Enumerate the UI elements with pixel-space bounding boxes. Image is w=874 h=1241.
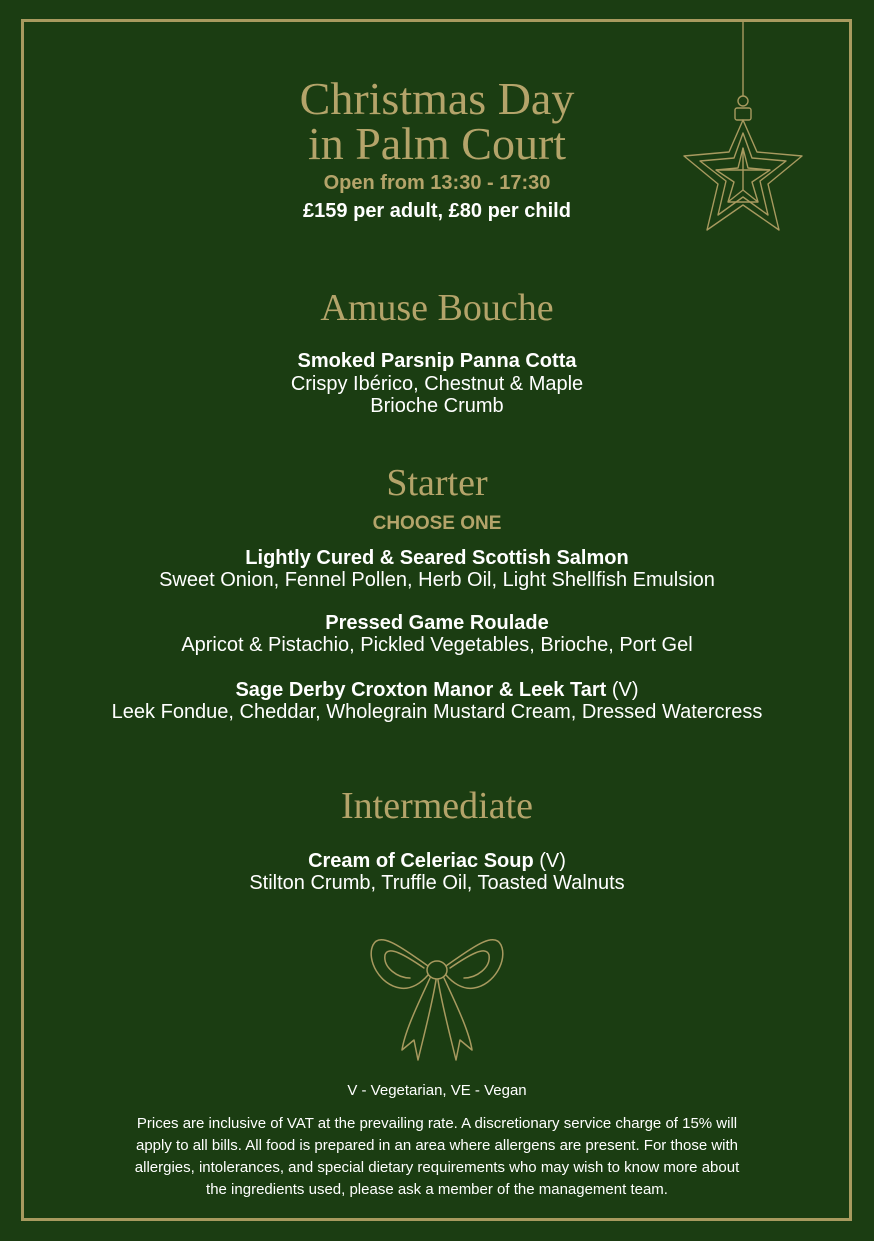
disclaimer (60, 1113, 814, 1201)
dish-description: Apricot & Pistachio, Pickled Vegetables, Brioche, Port Gel (181, 634, 693, 656)
title-line-2: in Palm Court (307, 118, 567, 169)
dish-name: Smoked Parsnip Panna Cotta (297, 350, 577, 372)
section-heading-intermediate: Intermediate (340, 785, 533, 827)
disclaimer-line: apply to all bills. All food is prepared in an area where allergens are present. For those with (136, 1137, 738, 1154)
dish-description: Brioche Crumb (370, 395, 504, 417)
dish-description: Stilton Crumb, Truffle Oil, Toasted Walnuts (249, 872, 625, 894)
section-heading-amuse: Amuse Bouche (320, 287, 554, 329)
dish-name: Cream of Celeriac Soup (V) (308, 850, 566, 872)
disclaimer-line: allergies, intolerances, and special dietary requirements who may wish to know more about (134, 1159, 740, 1176)
disclaimer-line: Prices are inclusive of VAT at the prevailing rate. A discretionary service charge of 15% will (136, 1115, 738, 1132)
dish-name: Sage Derby Croxton Manor & Leek Tart (V) (235, 679, 639, 701)
disclaimer-line: the ingredients used, please ask a member of the management team. (206, 1181, 668, 1198)
choose-one-label: CHOOSE ONE (372, 513, 502, 534)
opening-hours: Open from 13:30 - 17:30 (323, 172, 551, 194)
dish-description: Sweet Onion, Fennel Pollen, Herb Oil, Light Shellfish Emulsion (159, 569, 715, 591)
section-heading-starter: Starter (386, 462, 488, 504)
dish-description: Leek Fondue, Cheddar, Wholegrain Mustard Cream, Dressed Watercress (111, 701, 763, 723)
vegetarian-tag: (V) (606, 679, 639, 701)
dietary-key: V - Vegetarian, VE - Vegan (347, 1082, 527, 1099)
dish-name: Pressed Game Roulade (325, 612, 549, 634)
dish-description: Crispy Ibérico, Chestnut & Maple (290, 373, 584, 395)
price: £159 per adult, £80 per child (303, 200, 571, 222)
vegetarian-tag: (V) (533, 850, 566, 872)
dish-name: Lightly Cured & Seared Scottish Salmon (245, 547, 629, 569)
title-line-1: Christmas Day (299, 73, 575, 124)
